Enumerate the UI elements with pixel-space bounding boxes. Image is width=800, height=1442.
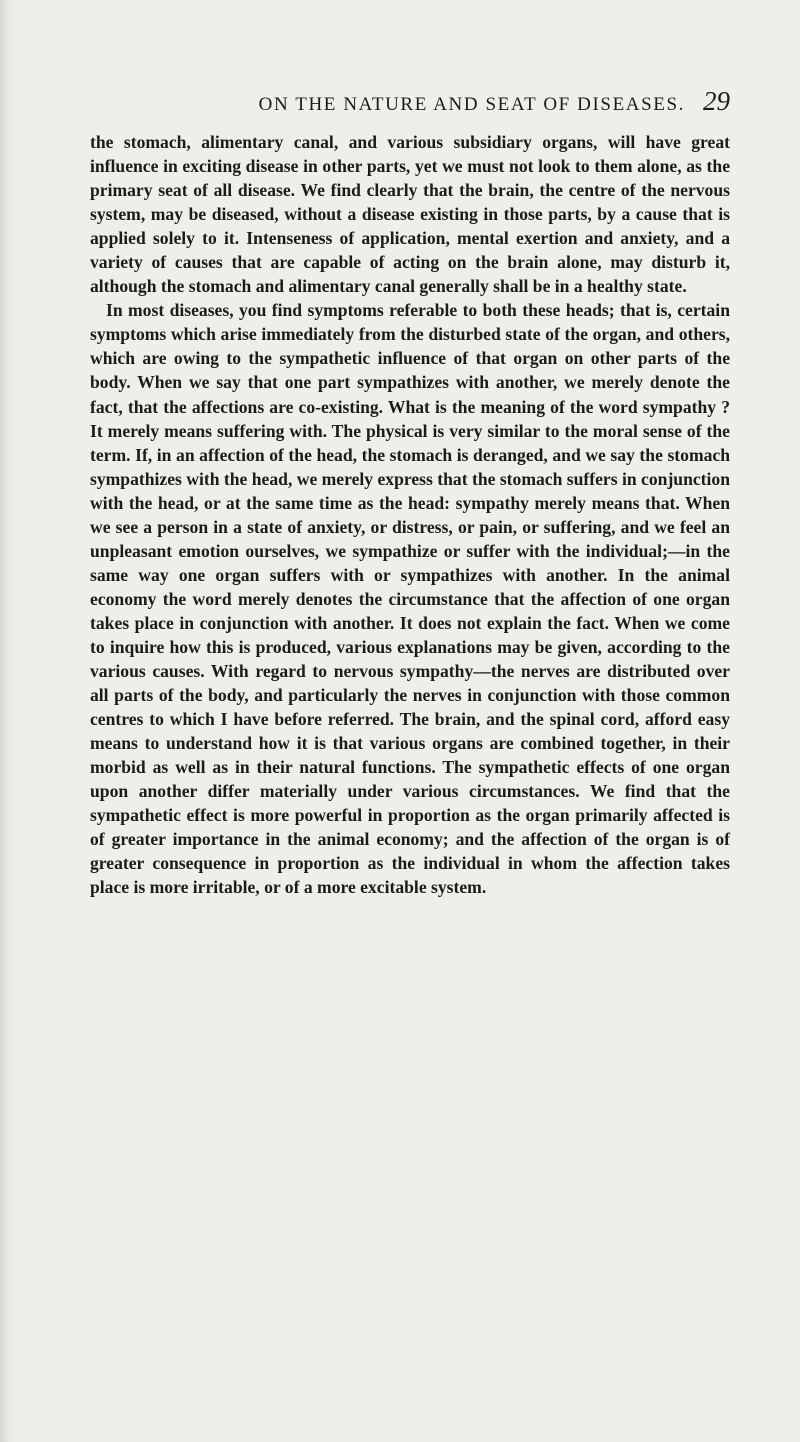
paragraph-continued: the stomach, alimentary canal, and various subsidiary organs, will have great influence in exciting disease in other parts, yet we must not look to them alone, as the primary seat of all disease. We find clearly that the brain, the centre of the nervous system, may be diseased, without a disease existing in those parts, by a cause that is applied solely to it. Intenseness of application, mental exertion and anxiety, and a variety of causes that are capable of acting on the brain alone, may disturb it, although the stomach and alimentary canal generally shall be in a healthy state. [90,132,730,297]
book-page [90,86,730,900]
page-number: 29 [703,86,730,116]
binding-gutter-shadow [0,0,14,1442]
paragraph-sympathy: In most diseases, you find symptoms referable to both these heads; that is, certain symptoms which arise immediately from the disturbed state of the organ, and others, which are owing to the sympathetic influence of that organ on other parts of the body. When we say that one part sympathizes with another, we merely denote the fact, that the affections are co-existing. What is the meaning of the word sympathy ? It merely means suffering with. The physical is very similar to the moral sense of the term. If, in an affection of the head, the stomach is deranged, and we say the stomach sympathizes with the head, we merely express that the stomach suffers in conjunction with the head, or at the same time as the head: sympathy merely means that. When we see a person in a state of anxiety, or distress, or pain, or suffering, and we feel an unpleasant emotion ourselves, we sympathize or suffer with the individual;—in the same way one organ suffers with or sympathizes with another. In the animal economy the word merely denotes the circumstance that the affection of one organ takes place in conjunction with another. It does not explain the fact. When we come to inquire how this is produced, various explanations may be given, according to the various causes. With regard to nervous sympathy—the nerves are distributed over all parts of the body, and particularly the nerves in conjunction with those common centres to which I have before referred. The brain, and the spinal cord, afford easy means to understand how it is that various organs are combined together, in their morbid as well as in their natural functions. The sympathetic effects of one organ upon another differ materially under various circumstances. We find that the sympathetic effect is more powerful in proportion as the organ primarily affected is of greater importance in the animal economy; and the affection of the organ is of greater consequence in proportion as the individual in whom the affection takes place is more irritable, or of a more excitable system. [90,300,731,898]
body-text [90,130,730,900]
running-head-title: ON THE NATURE AND SEAT OF DISEASES. [258,94,685,115]
running-head [90,86,730,126]
